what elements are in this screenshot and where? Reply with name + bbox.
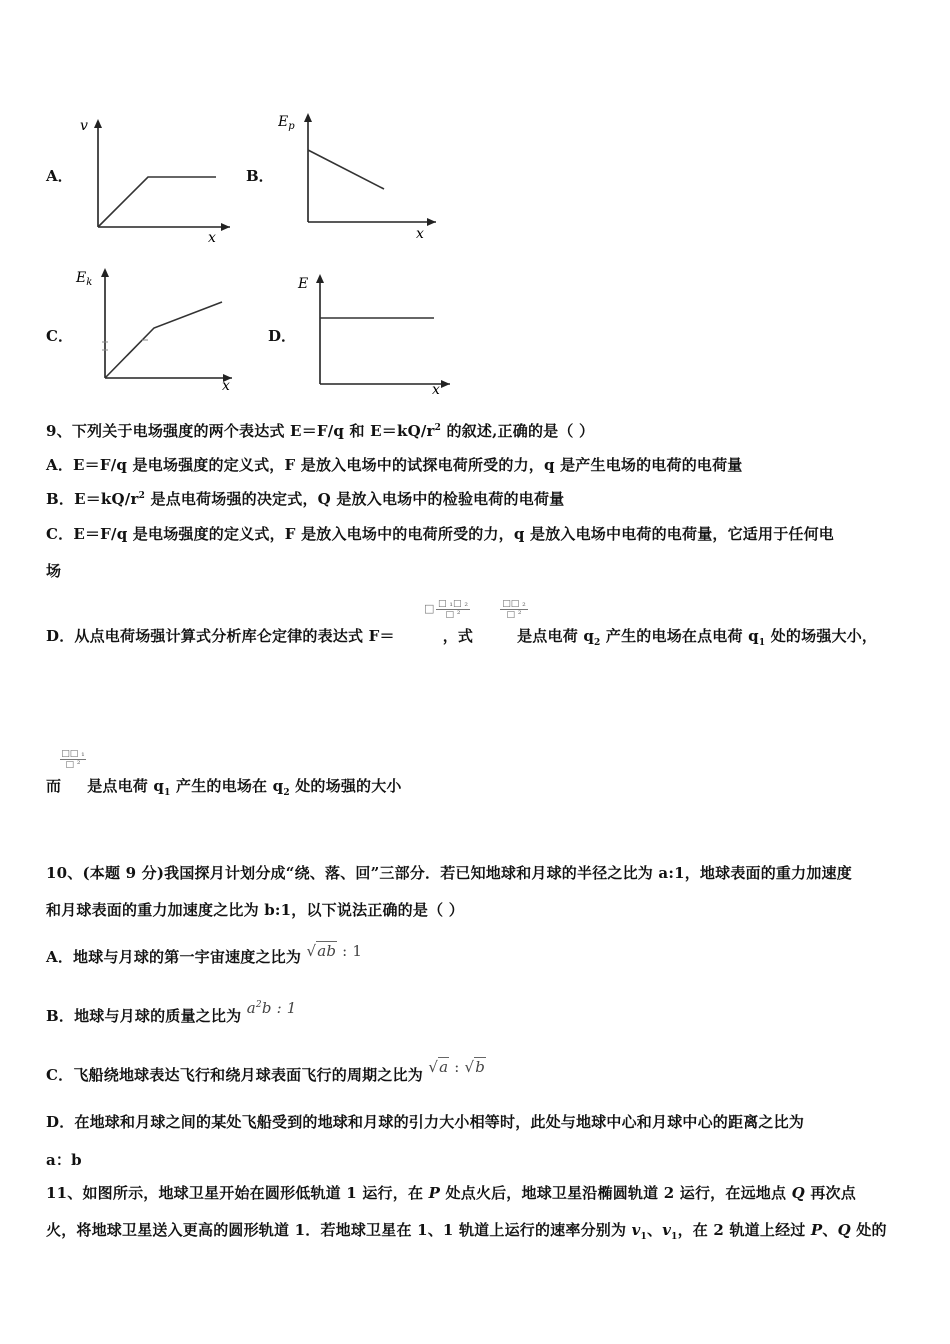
q9-option-a: A．E＝F/q 是电场强度的定义式，F 是放入电场中的试探电荷所受的力，q 是产生电场的电荷的电荷量 — [46, 456, 743, 474]
frac1-prefix: □ — [424, 602, 435, 615]
frac2-denominator: □ ² — [500, 609, 528, 620]
q10-option-b: B．地球与月球的质量之比为 $a^2b$ : 1 — [46, 999, 297, 1025]
q9-option-c-line1: C．E＝F/q 是电场强度的定义式，F 是放入电场中的电荷所受的力，q 是放入电场中电荷的电荷量，它适用于任何电 — [46, 525, 834, 543]
frac3-denominator: □ ² — [60, 759, 86, 770]
graph-c-curve — [105, 302, 222, 378]
frac1 — [436, 599, 470, 620]
graph-a-curve — [98, 177, 216, 227]
graph-c-xlabel: x — [222, 378, 230, 394]
q10-b-formula: $a^2b$ : 1 — [246, 999, 297, 1017]
q10-stem-line2: 和月球表面的重力加速度之比为 b:1，以下说法正确的是（ ） — [46, 901, 464, 919]
frac3-numerator: □□ ₁ — [61, 749, 85, 759]
q9-option-b: B．$E=kQ/r^2$ 是点电荷场强的决定式，Q 是放入电场中的检验电荷的电荷量 — [46, 490, 565, 508]
graph-d-xlabel: x — [432, 382, 440, 396]
graph-d-ylabel: E — [298, 276, 309, 292]
option-a-label: A． — [46, 167, 73, 185]
frac1-denominator: □ ² — [436, 609, 470, 620]
q10-stem-line1: 10、(本题 9 分)我国探月计划分成“绕、落、回”三部分．若已知地球和月球的半径之比为 a:1，地球表面的重力加速度 — [46, 864, 852, 882]
q10-option-c: C．飞船绕地球表达飞行和绕月球表面飞行的周期之比为 √a : √b — [46, 1058, 486, 1084]
graph-c-ylabel: $E_k$ — [76, 270, 93, 288]
graph-c — [72, 262, 237, 397]
q10-option-d-line1: D．在地球和月球之间的某处飞船受到的地球和月球的引力大小相等时，此处与地球中心和月球中心的距离之比为 — [46, 1113, 805, 1131]
option-c-label: C． — [46, 327, 73, 345]
graph-b-ylabel: $E_p$ — [278, 114, 295, 132]
frac2 — [500, 599, 528, 620]
graph-b-curve — [308, 150, 384, 189]
graph-a-ylabel: v — [80, 118, 88, 134]
graph-b — [278, 108, 443, 243]
frac3 — [60, 749, 86, 770]
frac2-numerator: □□ ₂ — [502, 599, 526, 609]
q11-stem-line1: 11、如图所示，地球卫星开始在圆形低轨道 1 运行，在 P 处点火后，地球卫星沿椭圆轨道 2 运行，在远地点 Q 再次点 — [46, 1184, 856, 1202]
option-d-label: D． — [268, 327, 297, 345]
q10-option-a: A．地球与月球的第一宇宙速度之比为 √ab : 1 — [46, 942, 363, 966]
q10-a-formula: √ab : 1 — [306, 942, 363, 960]
q11-stem-line2: 火，将地球卫星送入更高的圆形轨道 1．若地球卫星在 1、1 轨道上运行的速率分别为 $v_1$、$v_1$，在 2 轨道上经过 P、Q 处的 — [46, 1221, 887, 1242]
q10-c-formula: √a : √b — [428, 1058, 486, 1076]
graph-a — [80, 115, 230, 245]
frac1-numerator: □ ₁□ ₂ — [438, 599, 468, 609]
q9-option-d-line2: 而 是点电荷 $q_1$ 产生的电场在 $q_2$ 处的场强的大小 — [46, 777, 402, 798]
q9-option-d-line1: D．从点电荷场强计算式分析库仑定律的表达式 F＝ ，式 是点电荷 $q_2$ 产生的电场在点电荷 $q_1$ 处的场强大小， — [46, 627, 878, 648]
graph-b-xlabel: x — [416, 226, 424, 242]
graph-a-xlabel: x — [208, 230, 216, 245]
option-b-label: B． — [246, 167, 274, 185]
graph-d — [294, 268, 459, 396]
q9-stem: 9、下列关于电场强度的两个表达式 E＝F/q 和 $E=kQ/r^2$ 的叙述,正确的是（ ） — [46, 422, 595, 440]
q9-option-c-line2: 场 — [46, 562, 62, 580]
q10-option-d-line2: a：b — [46, 1151, 82, 1169]
